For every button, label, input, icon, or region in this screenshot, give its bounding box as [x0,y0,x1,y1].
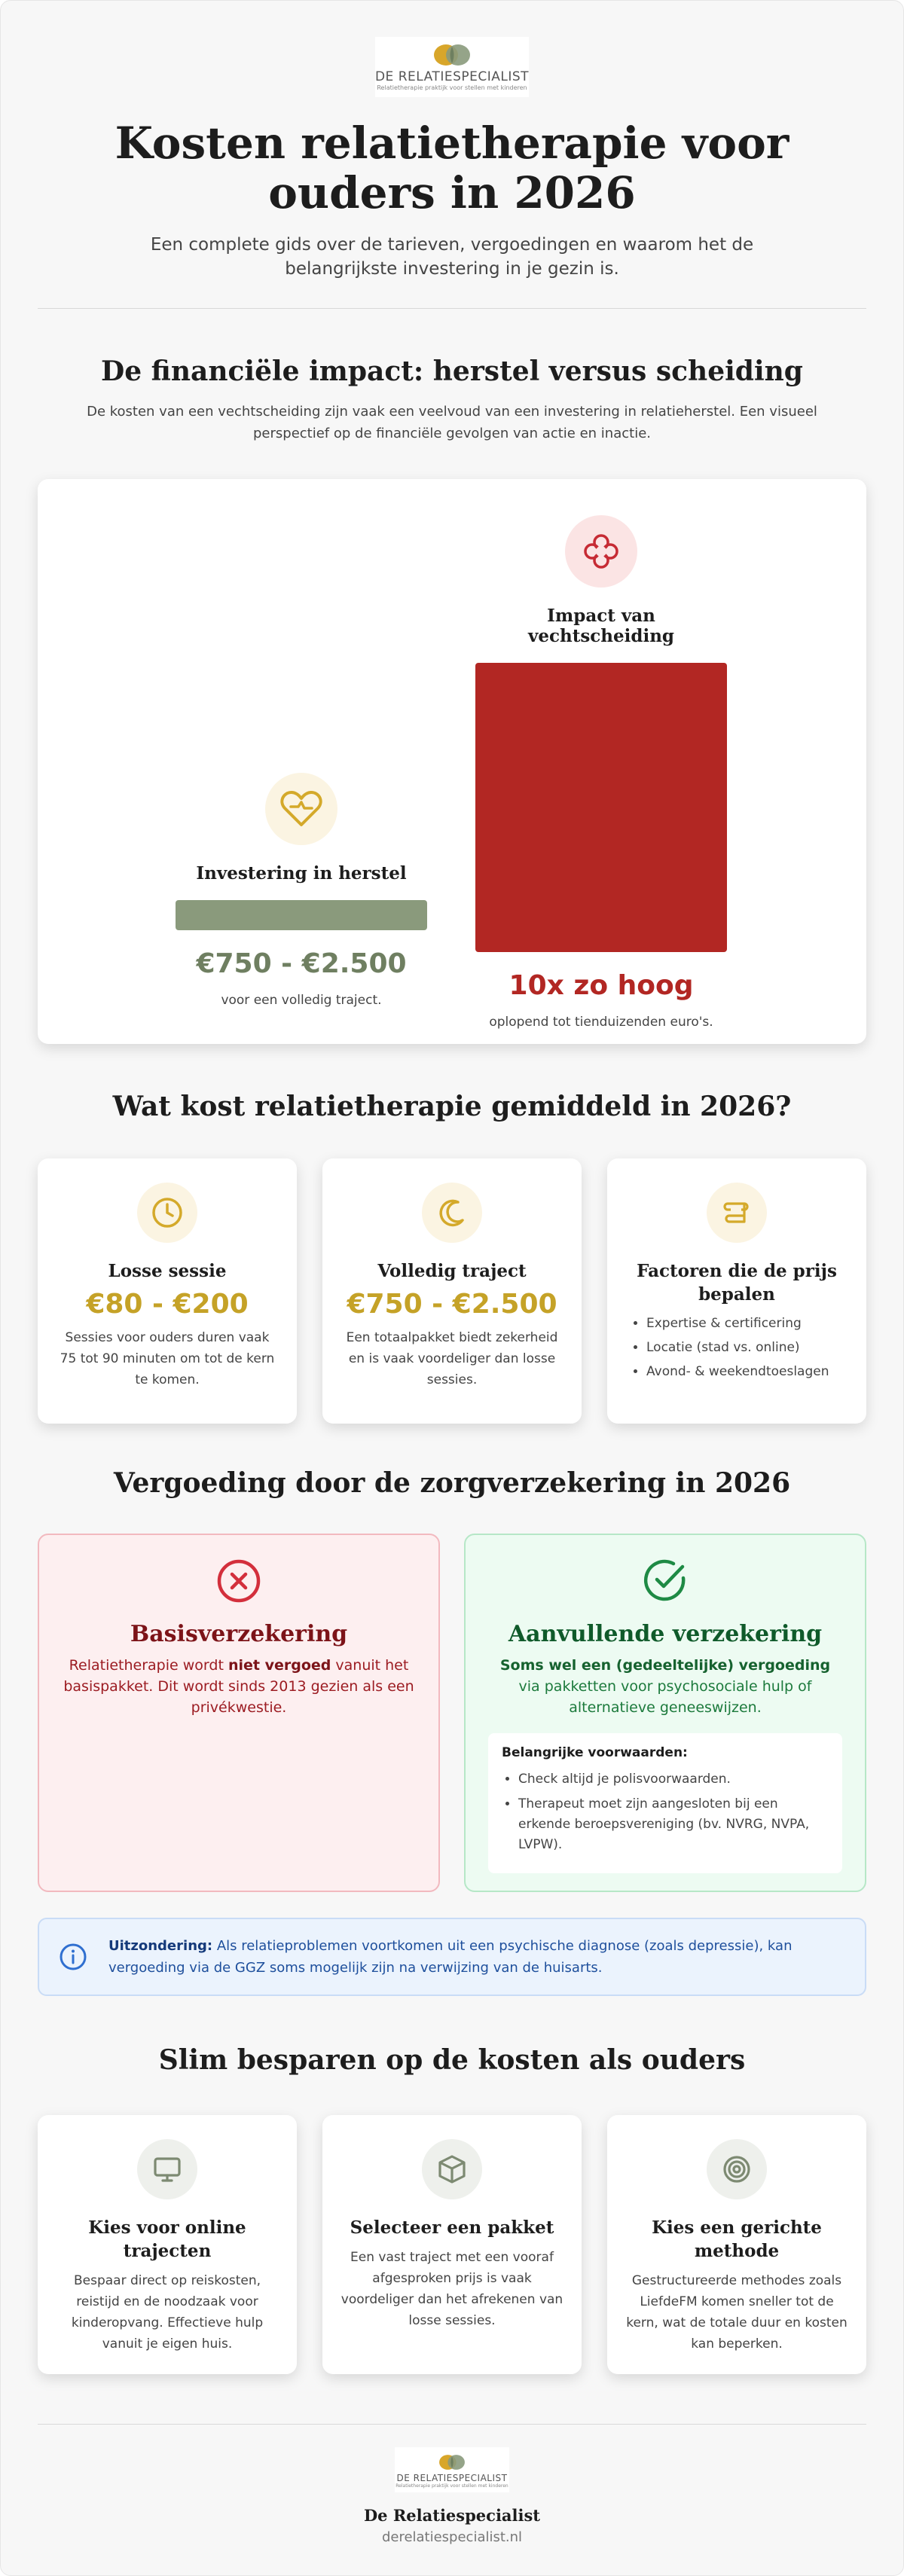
scroll-icon [707,1183,767,1243]
list-item: • Therapeut moet zijn aangesloten bij een erkende beroepsvereniging (bv. NVRG, NVPA, LVPW). [518,1794,829,1855]
price-card-price: €80 - €200 [86,1289,249,1320]
pricing-cards [38,1158,866,1424]
restore-note: voor een volledig traject. [221,993,382,1008]
conditions-title: Belangrijke voorwaarden: [502,1745,688,1760]
saving-card-title: Selecteer een pakket [350,2217,554,2238]
price-card-title: Factoren die de prijs bepalen [637,1261,837,1305]
price-card-price: €750 - €2.500 [347,1289,557,1320]
footer-website-link[interactable]: derelatiespecialist.nl [381,2529,523,2545]
insurance-heading: Vergoeding door de zorgverzekering in 2026 [113,1467,791,1499]
footer-brand-name: De Relatiespecialist [363,2506,541,2525]
impact-heading: De financiële impact: herstel versus scheiding [101,356,803,387]
logo-tagline: Relatietherapie praktijk voor stellen met kinderen [377,84,527,91]
x-circle-icon [215,1558,262,1604]
price-card-factors [607,1158,866,1424]
saving-card-description: Een vast traject met een vooraf afgesproken prijs is vaak voordeliger dan het afrekenen van losse sessies. [341,2250,563,2328]
saving-card-title: Kies een gerichte methode [652,2217,822,2261]
extra-insurance-card [464,1534,866,1892]
logo-icon [426,42,478,68]
footer-divider [38,2424,866,2425]
heart-icon [265,773,337,845]
monitor-icon [137,2139,197,2199]
divider [38,308,866,309]
list-item: • Locatie (stad vs. online) [646,1338,847,1358]
divorce-title: Impact van vechtscheiding [527,606,675,646]
exception-text: Uitzondering: Als relatieproblemen voortkomen uit een psychische diagnose (zoals depressie), kan vergoeding via de GGZ soms mogelijk zijn na verwijzing van de huisarts. [108,1938,793,1976]
saving-card-title: Kies voor online trajecten [88,2217,246,2261]
brand-logo [375,37,529,97]
saving-card-description: Bespaar direct op reiskosten, reistijd en de noodzaak voor kinderopvang. Effectieve hulp vanuit je eigen huis. [71,2273,264,2352]
basic-insurance-card [38,1534,440,1892]
saving-card-package [322,2115,582,2374]
conditions-list [502,1769,829,1855]
footer-logo-tagline: Relatietherapie praktijk voor stellen met kinderen [396,2483,508,2489]
price-card-session [38,1158,297,1424]
impact-comparison-card [38,479,866,1044]
clock-icon [137,1183,197,1243]
saving-heading: Slim besparen op de kosten als ouders [158,2044,746,2076]
impact-description: De kosten van een vechtscheiding zijn vaak een veelvoud van een investering in relatieherstel. Een visueel perspectief op de financiële gevolgen van actie en inactie. [87,404,817,441]
pricing-heading: Wat kost relatietherapie gemiddeld in 2026? [112,1091,792,1122]
basic-insurance-text: Relatietherapie wordt niet vergoed vanuit het basispakket. Dit wordt sinds 2013 gezien als een privékwestie. [63,1657,414,1716]
page-subtitle: Een complete gids over de tarieven, vergoedingen en waarom het de belangrijkste investering in je gezin is. [150,235,754,279]
footer-logo-wordmark: DE RELATIESPECIALIST [396,2473,508,2483]
restore-title: Investering in herstel [196,863,407,884]
list-item: • Expertise & certificering [646,1314,847,1334]
broken-flower-icon [565,515,637,588]
insurance-cards [38,1534,866,1892]
logo-wordmark: DE RELATIESPECIALIST [374,69,530,84]
divorce-note: oplopend tot tienduizenden euro's. [489,1015,713,1030]
divorce-bar [475,663,727,952]
price-card-trajectory [322,1158,582,1424]
restore-bar [176,900,427,930]
divorce-value: 10x zo hoog [508,970,694,1001]
restore-value: €750 - €2.500 [196,948,407,979]
exception-notice [38,1918,866,1996]
conditions-box [488,1733,842,1873]
price-card-description: Sessies voor ouders duren vaak 75 tot 90 minuten om tot de kern te komen. [60,1330,275,1387]
target-icon [707,2139,767,2199]
page-title: Kosten relatietherapie voor ouders in 2026 [115,118,789,218]
list-item: • Check altijd je polisvoorwaarden. [518,1769,829,1790]
footer-logo [395,2447,509,2492]
restore-column [176,773,427,1008]
extra-insurance-text: Soms wel een (gedeeltelijke) vergoeding via pakketten voor psychosociale hulp of alternatieve geneeswijzen. [499,1657,831,1716]
saving-card-description: Gestructureerde methodes zoals LiefdeFM komen sneller tot de kern, wat de totale duur en kosten kan beperken. [626,2273,848,2352]
logo-icon [433,2453,471,2471]
list-item: • Avond- & weekendtoeslagen [646,1362,847,1382]
price-card-title: Losse sessie [108,1261,227,1281]
divorce-column [475,515,727,1030]
saving-cards [38,2115,866,2374]
box-icon [422,2139,482,2199]
price-card-title: Volledig traject [377,1261,527,1281]
saving-card-method [607,2115,866,2374]
check-circle-icon [642,1558,689,1604]
basic-insurance-title: Basisverzekering [130,1621,348,1647]
extra-insurance-title: Aanvullende verzekering [508,1621,823,1647]
price-factor-list [627,1314,847,1382]
price-card-description: Een totaalpakket biedt zekerheid en is vaak voordeliger dan losse sessies. [346,1330,558,1387]
saving-card-online [38,2115,297,2374]
moon-icon [422,1183,482,1243]
info-icon [59,1943,87,1971]
